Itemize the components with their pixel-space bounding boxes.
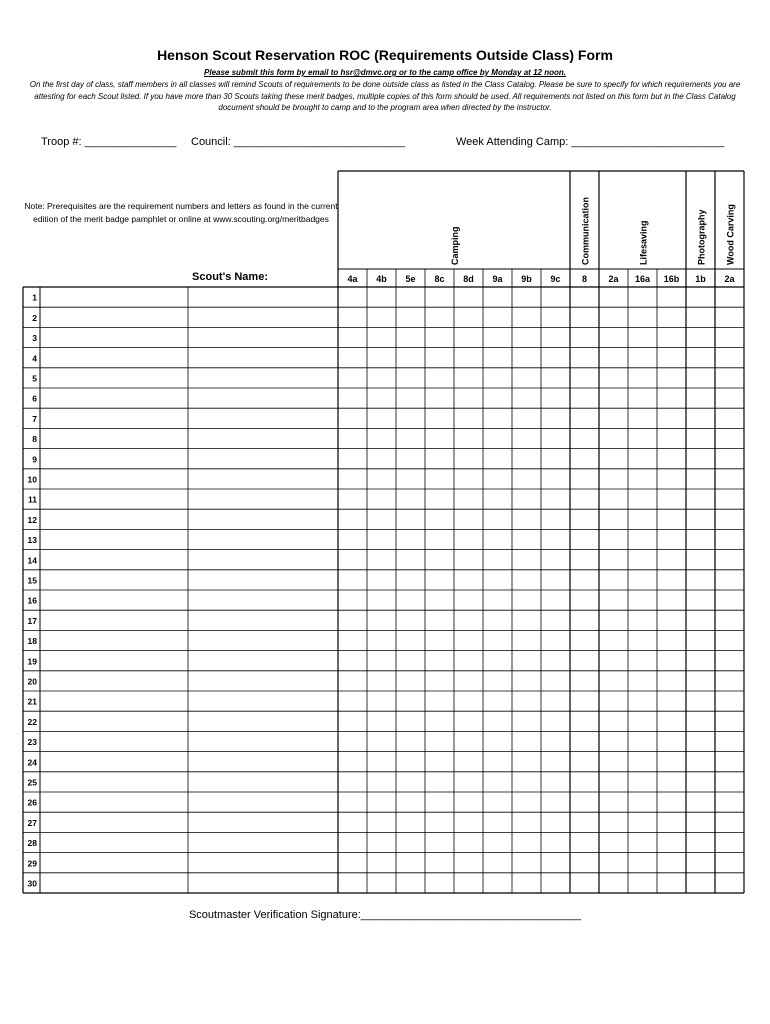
scout-row-10[interactable] bbox=[41, 470, 743, 488]
requirement-label: 1b bbox=[695, 274, 706, 284]
requirement-label: 16b bbox=[663, 274, 680, 284]
scout-row-1[interactable] bbox=[41, 288, 743, 306]
scout-row-12[interactable] bbox=[41, 510, 743, 528]
scout-name-header: Scout's Name: bbox=[192, 271, 268, 283]
council-field[interactable]: Council: ____________________________ bbox=[191, 136, 406, 148]
scout-row-13[interactable] bbox=[41, 530, 743, 548]
scout-row-16[interactable] bbox=[41, 591, 743, 609]
requirement-label: 9a bbox=[492, 274, 503, 284]
requirement-label: 16a bbox=[634, 274, 651, 284]
scout-row-27[interactable] bbox=[41, 813, 743, 831]
submission-instructions: Please submit this form by email to hsr@dmvc.org or to the camp office by Monday at 12 noon. bbox=[204, 68, 566, 77]
row-number: 2 bbox=[32, 312, 37, 323]
row-number: 28 bbox=[27, 838, 37, 849]
requirement-label: 4a bbox=[347, 274, 358, 284]
scoutmaster-signature-line[interactable]: Scoutmaster Verification Signature:____________________________________ bbox=[188, 909, 582, 921]
scout-row-18[interactable] bbox=[41, 631, 743, 649]
row-number: 14 bbox=[27, 555, 37, 566]
requirement-label: 4b bbox=[376, 274, 387, 284]
row-number: 23 bbox=[27, 737, 37, 748]
prerequisites-note: Note: Prerequisites are the requirement numbers and letters as found in the current edition of the merit badge pamphlet or online at www.scouting.org/meritbadges bbox=[24, 201, 338, 224]
row-number: 26 bbox=[27, 797, 37, 808]
scout-row-5[interactable] bbox=[41, 369, 743, 387]
row-number: 13 bbox=[27, 535, 37, 546]
badge-name-lifesaving: Lifesaving bbox=[638, 220, 649, 265]
scout-row-9[interactable] bbox=[41, 450, 743, 468]
scout-row-28[interactable] bbox=[41, 833, 743, 851]
row-number: 15 bbox=[27, 575, 37, 586]
requirement-label: 9c bbox=[550, 274, 561, 284]
requirement-label: 2a bbox=[608, 274, 619, 284]
row-number: 5 bbox=[32, 373, 37, 384]
row-number: 25 bbox=[27, 777, 37, 788]
form-title: Henson Scout Reservation ROC (Requirements Outside Class) Form bbox=[157, 47, 613, 63]
scout-row-20[interactable] bbox=[41, 672, 743, 690]
intro-paragraph: On the first day of class, staff members in all classes will remind Scouts of requirements to be done outside class as listed in the Class Catalog. Please be sure to specify for which requirements you are attesting for each Scout listed. If you have more than 30 Scouts taking these merit badges, multiple copies of this form should be used. All requirements not listed on this form but in the Class Catalog document should be brought to camp and to the program area when directed by the instructor. bbox=[29, 80, 741, 112]
troop-field[interactable]: Troop #: _______________ bbox=[41, 136, 177, 148]
requirement-label: 5e bbox=[405, 274, 416, 284]
scout-row-3[interactable] bbox=[41, 328, 743, 346]
scout-row-30[interactable] bbox=[41, 874, 743, 892]
scout-row-6[interactable] bbox=[41, 389, 743, 407]
row-number: 10 bbox=[27, 474, 37, 485]
scout-row-14[interactable] bbox=[41, 551, 743, 569]
scout-row-25[interactable] bbox=[41, 773, 743, 791]
requirement-label: 8c bbox=[434, 274, 445, 284]
scout-row-7[interactable] bbox=[41, 409, 743, 427]
requirement-label: 8d bbox=[463, 274, 474, 284]
scout-row-15[interactable] bbox=[41, 571, 743, 589]
row-number: 20 bbox=[27, 676, 37, 687]
row-number: 4 bbox=[32, 353, 37, 364]
scout-row-4[interactable] bbox=[41, 349, 743, 367]
requirement-label: 9b bbox=[521, 274, 532, 284]
scout-row-19[interactable] bbox=[41, 652, 743, 670]
scout-row-17[interactable] bbox=[41, 611, 743, 629]
row-number: 11 bbox=[28, 494, 37, 505]
row-number: 8 bbox=[32, 434, 37, 445]
scout-row-26[interactable] bbox=[41, 793, 743, 811]
row-number: 1 bbox=[32, 292, 37, 303]
row-number: 7 bbox=[32, 413, 37, 424]
row-number: 29 bbox=[27, 858, 37, 869]
scout-row-23[interactable] bbox=[41, 732, 743, 750]
row-number: 18 bbox=[27, 636, 37, 647]
scout-row-2[interactable] bbox=[41, 308, 743, 326]
scout-row-11[interactable] bbox=[41, 490, 743, 508]
badge-name-camping: Camping bbox=[450, 226, 460, 265]
requirement-label: 8 bbox=[581, 274, 588, 284]
row-number: 22 bbox=[27, 716, 37, 727]
row-number: 17 bbox=[27, 615, 37, 626]
row-number: 24 bbox=[27, 757, 37, 768]
row-number: 6 bbox=[32, 393, 37, 404]
scout-row-21[interactable] bbox=[41, 692, 743, 710]
row-number: 19 bbox=[27, 656, 37, 667]
requirement-label: 2a bbox=[724, 274, 735, 284]
row-number: 30 bbox=[27, 878, 37, 889]
row-number: 21 bbox=[27, 696, 37, 707]
scout-row-24[interactable] bbox=[41, 753, 743, 771]
badge-name-communication: Communication bbox=[580, 196, 591, 265]
badge-name-wood-carving: Wood Carving bbox=[725, 204, 736, 265]
week-attending-field[interactable]: Week Attending Camp: _________________________ bbox=[456, 136, 725, 148]
scout-row-8[interactable] bbox=[41, 429, 743, 447]
badge-name-photography: Photography bbox=[696, 209, 707, 265]
row-number: 12 bbox=[27, 514, 37, 525]
scout-row-22[interactable] bbox=[41, 712, 743, 730]
row-number: 9 bbox=[32, 454, 37, 465]
row-number: 3 bbox=[32, 333, 37, 344]
row-number: 27 bbox=[27, 817, 37, 828]
scout-row-29[interactable] bbox=[41, 854, 743, 872]
row-number: 16 bbox=[27, 595, 37, 606]
